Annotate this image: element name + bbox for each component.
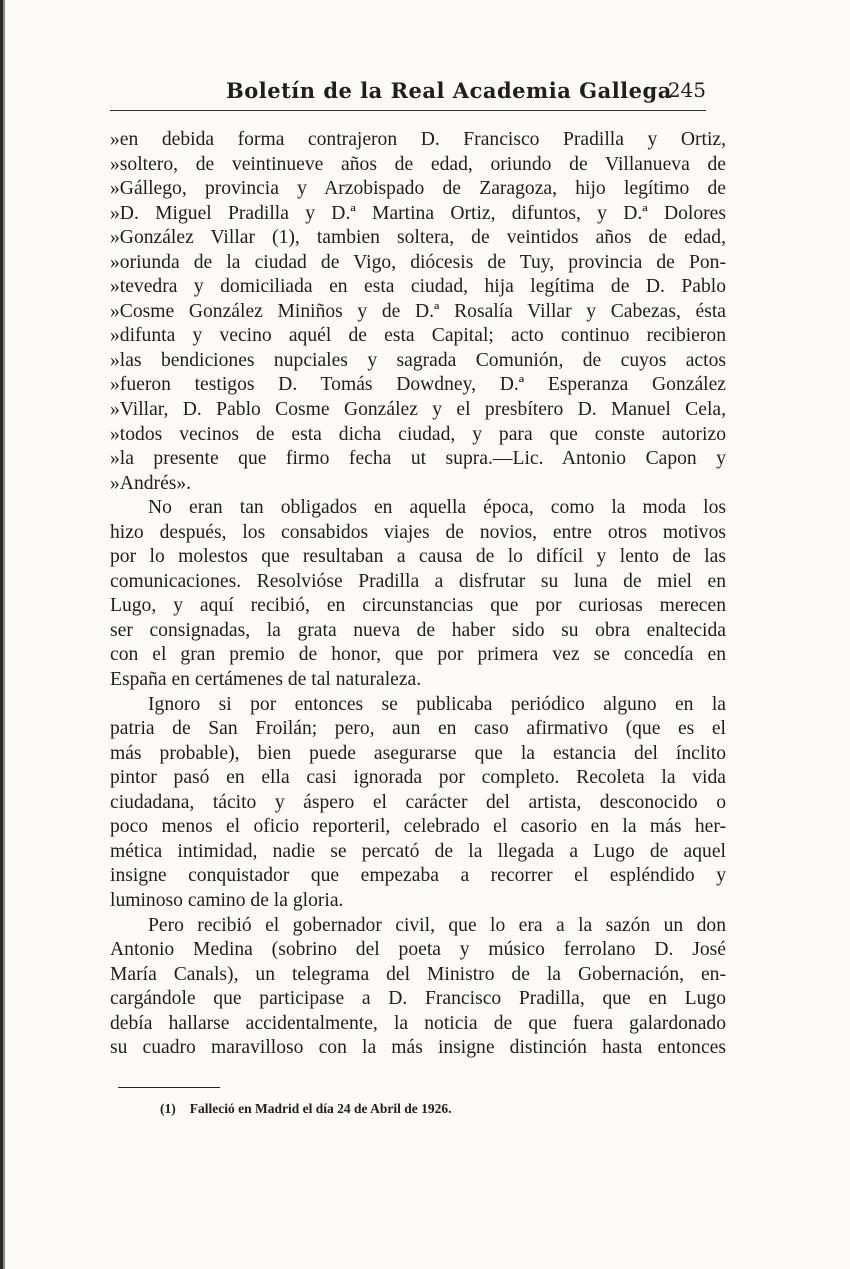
text-line: Lugo, y aquí recibió, en circunstancias que por curiosas merecen (110, 595, 726, 617)
text-line: María Canals), un telegrama del Ministro de la Gobernación, en- (110, 963, 726, 985)
text-line: Antonio Medina (sobrino del poeta y músico ferrolano D. José (110, 939, 726, 961)
text-line: más probable), bien puede asegurarse que la estancia del ínclito (110, 742, 726, 764)
text-line: »Villar, D. Pablo Cosme González y el presbítero D. Manuel Cela, (110, 399, 726, 421)
text-line: »en debida forma contrajeron D. Francisco Pradilla y Ortiz, (110, 129, 726, 150)
text-line: »difunta y vecino aquél de esta Capital; acto continuo recibieron (110, 325, 726, 347)
text-line: poco menos el oficio reporteril, celebrado el casorio en la más her- (110, 816, 726, 838)
text-line: »soltero, de veintinueve años de edad, oriundo de Villanueva de (110, 153, 726, 175)
text-line: con el gran premio de honor, que por primera vez se concedía en (110, 644, 726, 666)
text-line: »Andrés». (110, 472, 192, 494)
text-line: »oriunda de la ciudad de Vigo, diócesis de Tuy, provincia de Pon- (110, 251, 726, 273)
text-line: »Gállego, provincia y Arzobispado de Zaragoza, hijo legítimo de (110, 178, 726, 200)
text-line: Ignoro si por entonces se publicaba periódico alguno en la (148, 693, 726, 715)
text-line: hizo después, los consabidos viajes de novios, entre otros motivos (110, 521, 726, 543)
text-line: pintor pasó en ella casi ignorada por completo. Recoleta la vida (110, 767, 726, 789)
footnote (160, 1101, 452, 1117)
text-line: comunicaciones. Resolvióse Pradilla a disfrutar su luna de miel en (110, 570, 726, 592)
text-line: »todos vecinos de esta dicha ciudad, y para que conste autorizo (110, 423, 726, 445)
text-line: ciudadana, tácito y áspero el carácter del artista, desconocido o (110, 791, 726, 813)
paragraph-honeymoon (110, 496, 726, 692)
footnote-mark: (1) (160, 1101, 176, 1116)
text-line: debía hallarse accidentalmente, la noticia de que fuera galardonado (110, 1012, 726, 1034)
running-title: Boletín de la Real Academia Gallega (226, 78, 672, 103)
text-line: Pero recibió el gobernador civil, que lo era a la sazón un don (148, 914, 726, 936)
paragraph-lugo (110, 693, 726, 914)
paragraph-telegram (110, 914, 726, 1061)
text-line: ser consignadas, la grata nueva de haber sido su obra enaltecida (110, 619, 726, 641)
text-line: España en certámenes de tal naturaleza. (110, 669, 422, 691)
text-line: »González Villar (1), tambien soltera, de veintidos años de edad, (110, 227, 726, 249)
page-number: 245 (667, 78, 706, 102)
text-line: mética intimidad, nadie se percató de la llegada a Lugo de aquel (110, 840, 726, 862)
text-line: »las bendiciones nupciales y sagrada Comunión, de cuyos actos (110, 349, 726, 371)
text-line: insigne conquistador que empezaba a recorrer el espléndido y (110, 865, 726, 887)
text-line: No eran tan obligados en aquella época, como la moda los (148, 497, 726, 519)
text-line: cargándole que participase a D. Francisco Pradilla, que en Lugo (110, 988, 726, 1010)
page-binding-edge (0, 0, 10, 1269)
text-line: luminoso camino de la gloria. (110, 889, 344, 911)
text-line: patria de San Froilán; pero, aun en caso afirmativo (que es el (110, 718, 726, 740)
text-line: »D. Miguel Pradilla y D.ª Martina Ortiz, difuntos, y D.ª Dolores (110, 202, 726, 224)
text-line: su cuadro maravilloso con la más insigne distinción hasta entonces (110, 1037, 726, 1059)
text-line: por lo molestos que resultaban a causa de lo difícil y lento de las (110, 546, 726, 568)
text-line: »la presente que firmo fecha ut supra.—Lic. Antonio Capon y (110, 448, 726, 470)
text-line: »Cosme González Miniños y de D.ª Rosalía Villar y Cabezas, ésta (110, 300, 726, 322)
body-text (110, 128, 726, 1061)
text-line: »fueron testigos D. Tomás Dowdney, D.ª Esperanza González (110, 374, 726, 396)
footnote-text: Falleció en Madrid el día 24 de Abril de 1926. (189, 1101, 452, 1116)
footnote-rule (118, 1087, 220, 1088)
text-line: »tevedra y domiciliada en esta ciudad, hija legítima de D. Pablo (110, 276, 726, 298)
quoted-marriage-record (110, 128, 726, 496)
page-header (110, 74, 706, 111)
